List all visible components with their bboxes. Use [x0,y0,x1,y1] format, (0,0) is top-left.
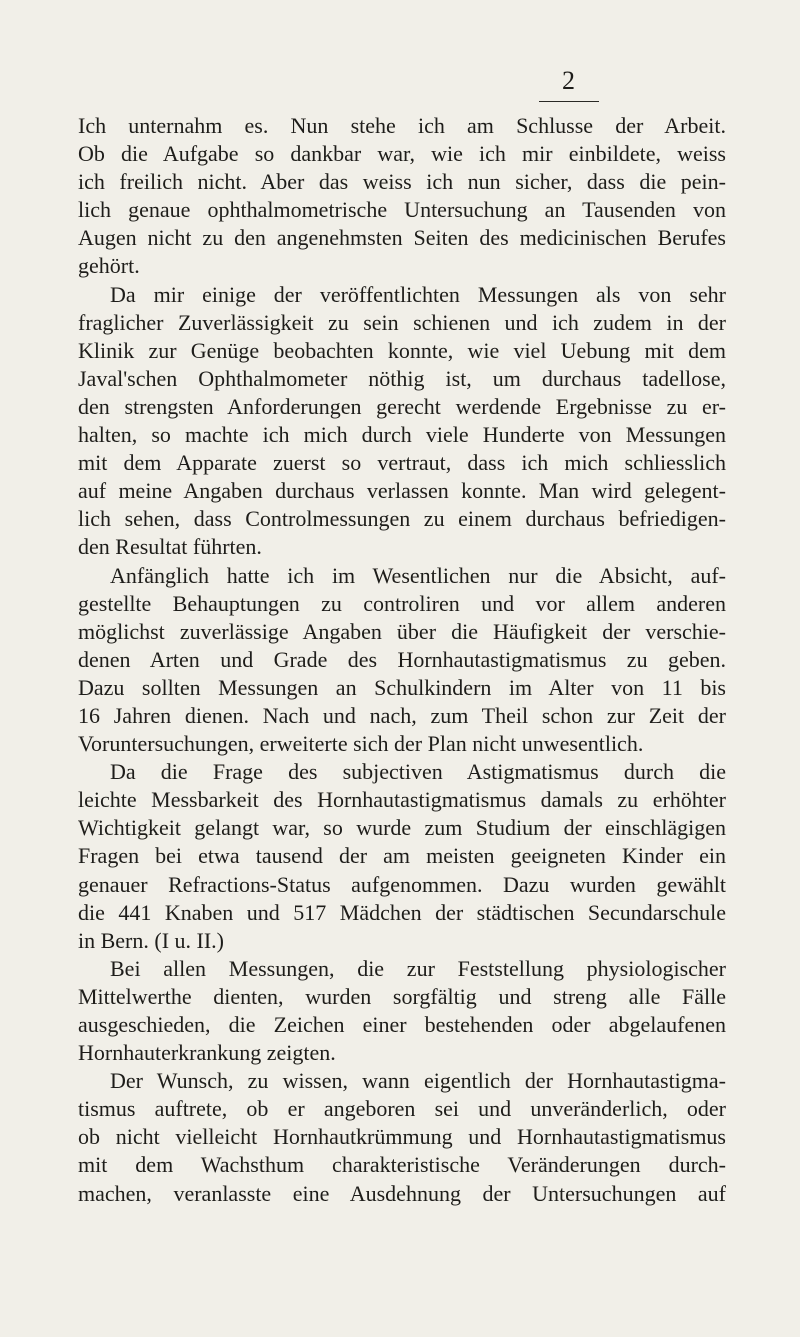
text-line: Augen nicht zu den angenehmsten Seiten des medicinischen Berufes [78,225,726,251]
text-line: Ich unternahm es. Nun stehe ich am Schlusse der Arbeit. [78,113,726,138]
text-line: ausgeschieden, die Zeichen einer bestehenden oder abgelaufenen [78,1012,726,1037]
text-line: mit dem Apparate zuerst so vertraut, dass ich mich schliesslich [78,450,726,476]
text-line: Da mir einige der veröffentlichten Messungen als von sehr [110,281,726,307]
text-line: Fragen bei etwa tausend der am meisten geeigneten Kinder ein [78,843,726,869]
text-line: Hornhauterkrankung zeigten. [78,1040,336,1066]
text-line: Bei allen Messungen, die zur Feststellung physiologischer [110,955,726,981]
text-line: den strengsten Anforderungen gerecht werdende Ergebnisse zu er- [78,393,726,419]
text-line: Mittelwerthe dienten, wurden sorgfältig und streng alle Fälle [78,983,726,1009]
text-line: genauer Refractions-Status aufgenommen. Dazu wurden gewählt [78,871,726,897]
text-line: leichte Messbarkeit des Hornhautastigmatismus damals zu erhöhter [78,787,726,813]
text-line: gehört. [78,253,140,279]
text-line: Dazu sollten Messungen an Schulkindern im Alter von 11 bis [78,674,726,700]
text-line: ich freilich nicht. Aber das weiss ich nun sicher, dass die pein- [78,169,726,195]
text-line: tismus auftrete, ob er angeboren sei und unveränderlich, oder [78,1096,726,1122]
page-number-rule [539,101,599,102]
text-line: Da die Frage des subjectiven Astigmatismus durch die [110,759,726,785]
text-line: fraglicher Zuverlässigkeit zu sein schienen und ich zudem in der [78,309,726,335]
text-line: Klinik zur Genüge beobachten konnte, wie viel Uebung mit dem [78,337,726,363]
body-text [78,112,726,1208]
page-number: 2 [562,66,575,95]
text-line: den Resultat führten. [78,534,262,560]
text-line: denen Arten und Grade des Hornhautastigmatismus zu geben. [78,646,726,672]
text-line: in Bern. (I u. II.) [78,927,225,953]
text-line: auf meine Angaben durchaus verlassen konnte. Man wird gelegent- [78,478,726,504]
text-line: Wichtigkeit gelangt war, so wurde zum Studium der einschlägigen [78,815,726,841]
text-line: Javal'schen Ophthalmometer nöthig ist, um durchaus tadellose, [78,365,726,391]
text-line: mit dem Wachsthum charakteristische Veränderungen durch- [78,1152,726,1178]
text-line: Anfänglich hatte ich im Wesentlichen nur die Absicht, auf- [110,562,726,588]
text-line: Ob die Aufgabe so dankbar war, wie ich mir einbildete, weiss [78,141,726,167]
text-line: lich genaue ophthalmometrische Untersuchung an Tausenden von [78,197,726,223]
text-line: machen, veranlasste eine Ausdehnung der Untersuchungen auf [78,1180,726,1206]
text-line: Voruntersuchungen, erweiterte sich der Plan nicht unwesentlich. [78,731,644,757]
text-line: halten, so machte ich mich durch viele Hunderte von Messungen [78,422,726,448]
text-line: lich sehen, dass Controlmessungen zu einem durchaus befriedigen- [78,506,726,532]
text-line: Der Wunsch, zu wissen, wann eigentlich der Hornhautastigma- [110,1068,726,1094]
text-line: möglichst zuverlässige Angaben über die Häufigkeit der verschie- [78,618,726,644]
text-line: 16 Jahren dienen. Nach und nach, zum Theil schon zur Zeit der [78,702,726,728]
text-line: gestellte Behauptungen zu controliren und vor allem anderen [78,590,726,616]
text-line: die 441 Knaben und 517 Mädchen der städtischen Secundarschule [78,899,726,925]
text-line: ob nicht vielleicht Hornhautkrümmung und Hornhautastigmatismus [78,1124,726,1150]
